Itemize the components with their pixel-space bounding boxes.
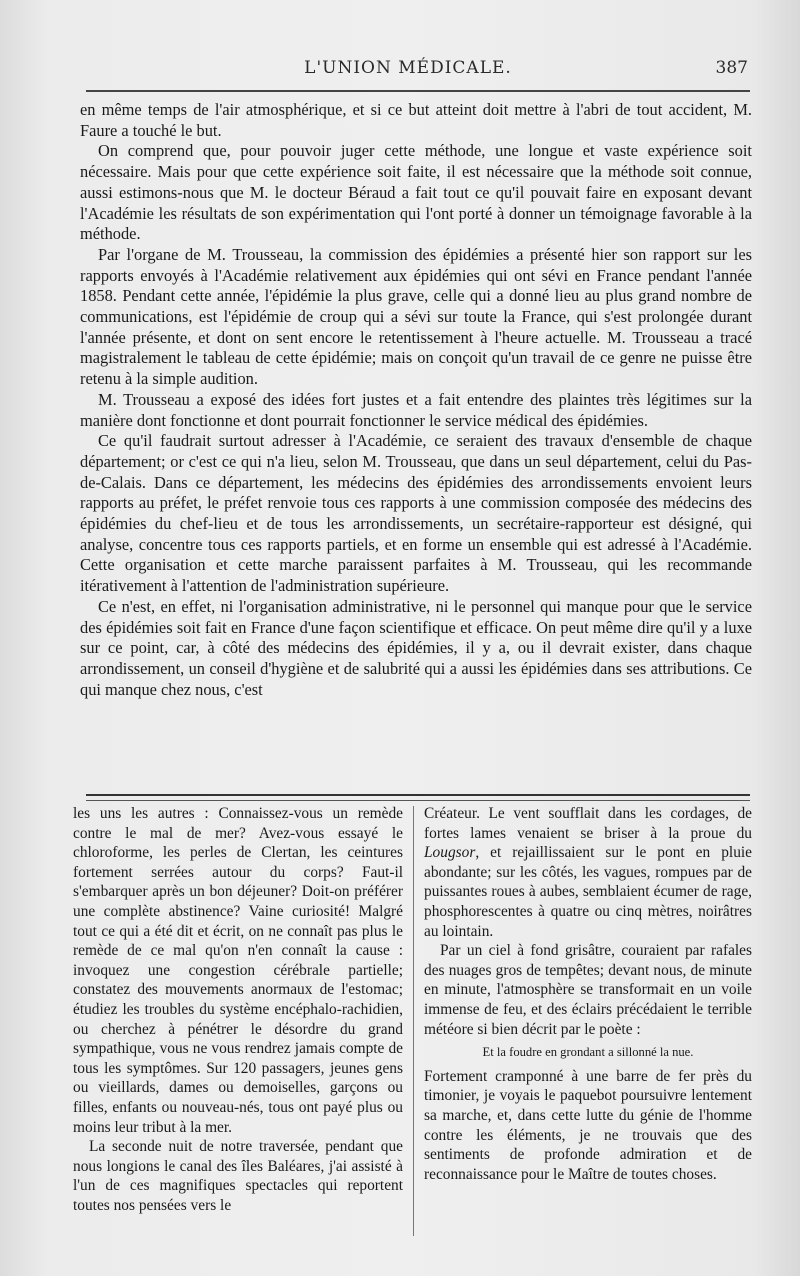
feuilleton-left-paragraph-1: les uns les autres : Connaissez-vous un remède contre le mal de mer? Avez-vous essayé le chloroforme, les perles de Clertan, les ceintures fortement serrées autour du corps? Faut-il s'embarquer après un bon déjeuner? Doit-on préférer une complète abstinence? Vaine curiosité! Malgré tout ce qui a été dit et écrit, on ne connaît pas plus le remède de ce mal qu'on n'en connaît la cause : invoquez une congestion cérébrale partielle; constatez des mouvements anormaux de l'estomac; étudiez les troubles du système encéphalo-rachidien, ou cherchez à pénétrer le désordre du grand sympathique, vous ne vous rendrez jamais compte de tous les symptômes. Sur 120 passagers, jeunes gens ou vieillards, dames ou demoiselles, garçons ou filles, enfants ou nouveau-nés, tous ont payé plus ou moins leur tribut à la mer. <box>73 805 403 1136</box>
verse-quotation: Et la foudre en grondant a sillonné la nue. <box>482 1045 694 1060</box>
main-article <box>80 100 752 700</box>
feuilleton-left-paragraph-2: La seconde nuit de notre traversée, pendant que nous longions le canal des îles Baléares, j'ai assisté à l'un de ces magnifiques spectacles qui reportent toutes nos pensées vers le <box>73 1138 403 1214</box>
running-head <box>68 58 748 86</box>
article-paragraph-2: On comprend que, pour pouvoir juger cette méthode, une longue et vaste expérience soit nécessaire. Mais pour que cette expérience soit faite, il est nécessaire que la méthode soit connue, aussi estimons-nous que M. le docteur Béraud a fait tout ce qu'il pouvait faire en exposant devant l'Académie les résultats de son expérimentation qui l'ont porté à donner un témoignage favorable à la méthode. <box>80 141 752 244</box>
header-rule <box>86 90 750 92</box>
feuilleton-right-paragraph-3: Fortement cramponné à une barre de fer près du timonier, je voyais le paquebot poursuivre lentement sa marche, et, dans cette lutte du génie de l'homme contre les éléments, je ne trouvais que des sentiments de profonde admiration et de reconnaissance pour le Maître de toutes choses. <box>424 1067 752 1183</box>
journal-title: L'UNION MÉDICALE. <box>304 58 512 78</box>
feuilleton-right-column <box>424 804 752 1184</box>
article-paragraph-3: Par l'organe de M. Trousseau, la commission des épidémies a présenté hier son rapport sur les rapports envoyés à l'Académie relativement aux épidémies qui ont sévi en France pendant l'année 1858. Pendant cette année, l'épidémie la plus grave, celle qui a donné lieu au plus grand nombre de communications, est l'épidémie de croup qui a sévi sur toute la France, qui s'est prolongée durant l'année présente, et dont on sent encore le retentissement à l'heure actuelle. M. Trousseau a tracé magistralement le tableau de cette épidémie; mais on conçoit qu'un travail de ce genre ne puisse être retenu à la simple audition. <box>80 244 752 389</box>
article-paragraph-1: en même temps de l'air atmosphérique, et si ce but atteint doit mettre à l'abri de tout accident, M. Faure a touché le but. <box>80 100 752 140</box>
article-paragraph-6: Ce n'est, en effet, ni l'organisation administrative, ni le personnel qui manque pour que le service des épidémies soit fait en France d'une façon scientifique et efficace. On peut même dire qu'il y a luxe sur ce point, car, à côté des médecins des épidémies, il y a, ou il devrait exister, dans chaque arrondissement, un conseil d'hygiène et de salubrité qui a aussi les épidémies dans ses attributions. Ce qui manque chez nous, c'est <box>80 596 752 699</box>
ship-name: Lougsor <box>424 844 476 862</box>
page-number: 387 <box>715 58 748 78</box>
column-divider <box>413 806 414 1236</box>
feuilleton-right-paragraph-2: Par un ciel à fond grisâtre, couraient par rafales des nuages gros de tempêtes; devant nous, de minute en minute, l'atmosphère se transformait en un voile immense de feu, et des éclairs précédaient le terrible météore si bien décrit par le poète : <box>424 942 752 1038</box>
feuilleton-left-column <box>73 804 403 1215</box>
feuilleton-separator-rule <box>86 794 750 801</box>
feuilleton-right-p1-before: Créateur. Le vent soufflait dans les cordages, de fortes lames venaient se briser à la proue du <box>424 805 752 842</box>
feuilleton-right-paragraph-1 <box>424 804 752 941</box>
article-paragraph-5: Ce qu'il faudrait surtout adresser à l'Académie, ce seraient des travaux d'ensemble de chaque département; or c'est ce qui n'a lieu, selon M. Trousseau, que dans un seul département, celui du Pas-de-Calais. Dans ce département, les médecins des épidémies des arrondissements envoient leurs rapports au préfet, le préfet renvoie tous ces rapports à une commission composée des médecins des épidémies du chef-lieu et de tous les arrondissements, un secrétaire-rapporteur est désigné, qui analyse, concentre tous ces rapports partiels, et en forme un ensemble qui est adressé à l'Académie. Cette organisation et cette marche paraissent parfaites à M. Trousseau, qui les recommande itérativement à l'attention de l'administration supérieure. <box>80 431 752 596</box>
article-paragraph-4: M. Trousseau a exposé des idées fort justes et a fait entendre des plaintes très légitimes sur la manière dont fonctionne et dont pourrait fonctionner le service médical des épidémies. <box>80 389 752 430</box>
feuilleton-right-p1-after: , et rejaillissaient sur le pont en pluie abondante; sur les côtés, les vagues, rompues par de puissantes roues à aubes, semblaient écumer de rage, phosphorescentes à quatre ou cinq mètres, noirâtres au lointain. <box>424 844 752 940</box>
